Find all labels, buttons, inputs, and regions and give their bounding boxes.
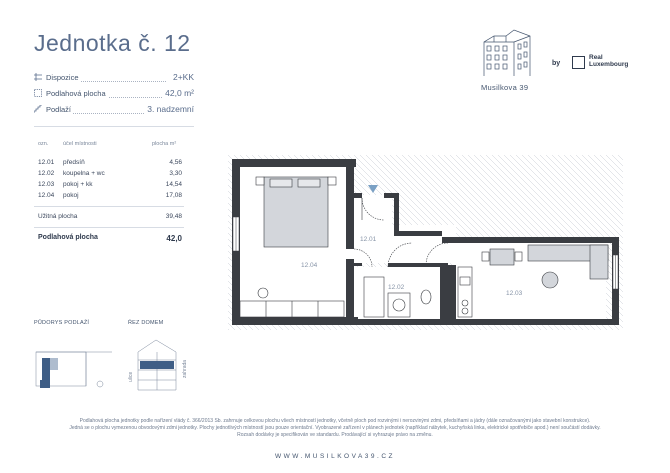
room-label-1204: 12.04 <box>301 262 318 269</box>
table-row: 12.03 pokoj + kk 14,54 <box>38 181 182 188</box>
podlahova-row: Podlahová plocha 42,0 <box>38 234 182 243</box>
info-dispozice <box>34 72 194 86</box>
col-plocha: plocha m² <box>152 141 177 147</box>
info-podlazi <box>34 104 194 118</box>
col-nazev: účel místnosti <box>63 141 97 147</box>
company-logo-icon <box>572 56 585 69</box>
table-row: 12.04 pokoj 17,08 <box>38 192 182 199</box>
info-label: Podlahová plocha <box>46 89 106 98</box>
zahrada-label: zahrada <box>182 359 188 378</box>
info-label: Dispozice <box>46 73 79 82</box>
layout-icon <box>34 73 42 81</box>
footer-note: Podlahová plocha jednotky podle nařízení vlády č. 366/2013 Sb. zahrnuje celkovou plochu všech místností jednotky, včetně ploch pod rozvinými i nerozvinými zdmi, předsíňami a jádry (dále označovanými jako stavební konstrukce). Jedná se o plochu vymezenou obvodovými zdmi jednotky. Plochy jednotlivých místností jsou pouze orientační. Vyobrazené zařízení v plánech jednotek (například nábytek, kuchyňská linka, elektrické spotřebiče apod.) není součástí dodávky. Rozsah dodávky je specifikován ve standardu. Prodávající si vyhrazuje právo na změnu. <box>69 418 601 438</box>
company-name: Real Luxembourg <box>589 54 629 68</box>
table-row: 12.02 koupelna + wc 3,30 <box>38 170 182 177</box>
info-value: 42,0 m² <box>165 88 194 98</box>
room-label-1203: 12.03 <box>506 290 523 297</box>
info-value: 2+KK <box>172 72 194 82</box>
by-label: by <box>552 60 561 67</box>
page-title: Jednotka č. 12 <box>34 30 191 56</box>
area-icon <box>34 89 42 97</box>
rez-heading: ŘEZ DOMEM <box>128 320 164 326</box>
floor-plan <box>228 155 623 330</box>
mini-section <box>126 334 196 394</box>
stairs-icon <box>34 105 42 113</box>
info-label: Podlaží <box>46 105 72 114</box>
info-plocha <box>34 88 194 102</box>
room-label-1201: 12.01 <box>360 236 377 243</box>
building-logo-icon <box>480 28 540 80</box>
uzitna-row: Užitná plocha 39,48 <box>38 213 182 220</box>
ulice-label: ulice <box>128 371 134 382</box>
info-value: 3. nadzemní <box>147 104 194 114</box>
pudorys-heading: PŮDORYS PODLAŽÍ <box>34 320 90 326</box>
website-link[interactable]: WWW.MUSILKOVA39.CZ <box>275 453 395 460</box>
project-name: Musilkova 39 <box>481 83 529 92</box>
mini-floor-plan <box>34 334 114 394</box>
table-row: 12.01 předsíň 4,56 <box>38 159 182 166</box>
room-label-1202: 12.02 <box>388 284 405 291</box>
col-ozn: ozn. <box>38 141 49 147</box>
